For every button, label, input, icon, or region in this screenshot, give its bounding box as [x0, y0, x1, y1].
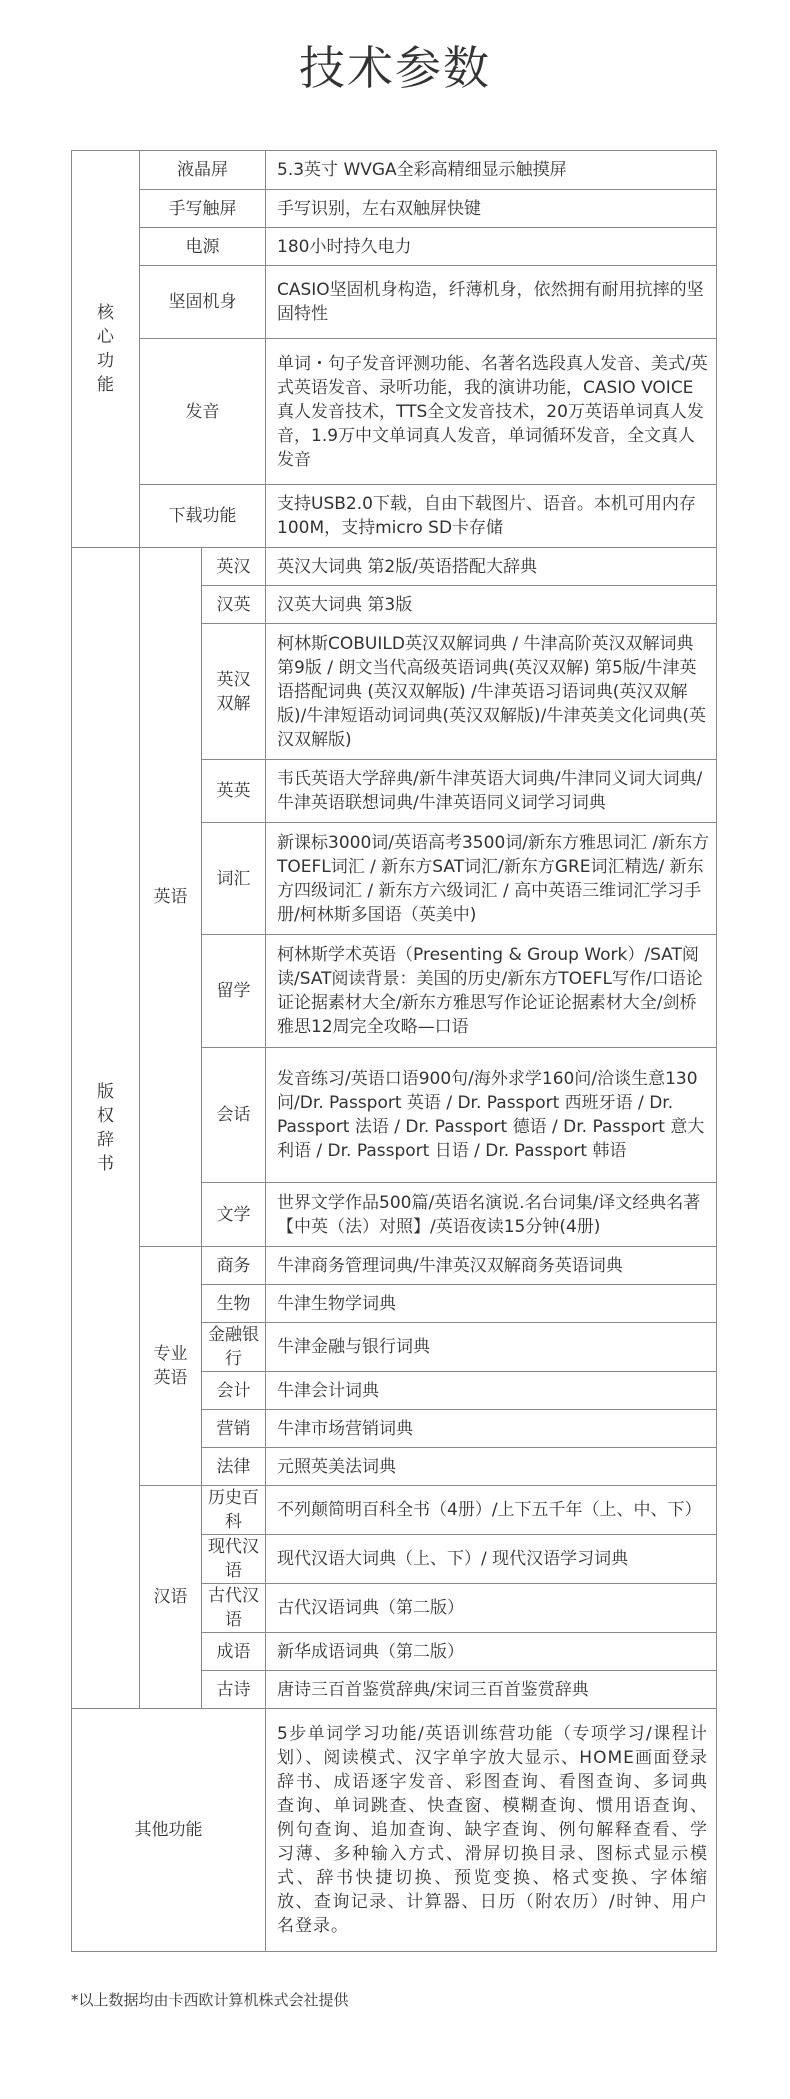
row-label: 发音 — [140, 339, 266, 485]
row-label: 成语 — [202, 1633, 266, 1671]
row-label: 文学 — [202, 1183, 266, 1247]
row-label: 词汇 — [202, 823, 266, 935]
category-other-label: 其他功能 — [72, 1709, 266, 1952]
row-value: 韦氏英语大学辞典/新牛津英语大词典/牛津同义词大词典/牛津英语联想词典/牛津英语同义词学习词典 — [266, 760, 717, 823]
row-value: 牛津商务管理词典/牛津英汉双解商务英语词典 — [266, 1247, 717, 1285]
row-value: 牛津市场营销词典 — [266, 1410, 717, 1448]
row-label: 金融银行 — [202, 1323, 266, 1372]
row-value: 单词・句子发音评测功能、名著名选段真人发音、美式/英式英语发音、录听功能，我的演讲功能，CASIO VOICE真人发音技术，TTS全文发音技术，20万英语单词真人发音，1.9万中文单词真人发音，单词循环发音，全文真人发音 — [266, 339, 717, 485]
row-value: CASIO坚固机身构造，纤薄机身，依然拥有耐用抗摔的坚固特性 — [266, 266, 717, 339]
row-value: 英汉大词典 第2版/英语搭配大辞典 — [266, 548, 717, 586]
table-row — [72, 485, 717, 548]
row-value: 世界文学作品500篇/英语名演说.名台词集/译文经典名著【中英（法）对照】/英语夜读15分钟(4册) — [266, 1183, 717, 1247]
table-row — [72, 339, 717, 485]
footnote: *以上数据均由卡西欧计算机株式会社提供 — [71, 1991, 349, 2009]
row-value: 新课标3000词/英语高考3500词/新东方雅思词汇 /新东方TOEFL词汇 / 新东方SAT词汇/新东方GRE词汇精选/ 新东方四级词汇 / 新东方六级词汇 / 高中英语三维词汇学习手册/柯林斯多国语（英美中) — [266, 823, 717, 935]
row-value: 180小时持久电力 — [266, 228, 717, 266]
row-value: 5.3英寸 WVGA全彩高精细显示触摸屏 — [266, 151, 717, 190]
row-label: 商务 — [202, 1247, 266, 1285]
row-label: 古代汉语 — [202, 1584, 266, 1633]
row-label: 英汉 双解 — [202, 624, 266, 760]
row-label: 现代汉语 — [202, 1535, 266, 1584]
row-label: 古诗 — [202, 1671, 266, 1709]
row-value: 唐诗三百首鉴赏辞典/宋词三百首鉴赏辞典 — [266, 1671, 717, 1709]
row-label: 生物 — [202, 1285, 266, 1323]
table-row — [72, 1486, 717, 1535]
row-label: 手写触屏 — [140, 190, 266, 228]
row-label: 英汉 — [202, 548, 266, 586]
row-label: 会计 — [202, 1372, 266, 1410]
row-label: 下载功能 — [140, 485, 266, 548]
group-chinese-label: 汉语 — [140, 1486, 202, 1709]
table-row — [72, 151, 717, 190]
row-label: 汉英 — [202, 586, 266, 624]
table-row — [72, 1247, 717, 1285]
group-professional-label: 专业 英语 — [140, 1247, 202, 1486]
row-value: 发音练习/英语口语900句/海外求学160问/洽谈生意130问/Dr. Passport 英语 / Dr. Passport 西班牙语 / Dr. Passport 法语 / Dr. Passport 德语 / Dr. Passport 意大利语 / Dr. Passport 日语 / Dr. Passport 韩语 — [266, 1048, 717, 1183]
row-value: 柯林斯学术英语（Presenting & Group Work）/SAT阅读/SAT阅读背景：美国的历史/新东方TOEFL写作/口语论证论据素材大全/新东方雅思写作论证论据素材大全/剑桥雅思12周完全攻略—口语 — [266, 935, 717, 1048]
row-label: 坚固机身 — [140, 266, 266, 339]
row-value: 古代汉语词典（第二版） — [266, 1584, 717, 1633]
row-value: 牛津生物学词典 — [266, 1285, 717, 1323]
spec-table — [71, 150, 717, 1952]
table-row — [72, 266, 717, 339]
category-core-label: 核 心 功 能 — [72, 151, 140, 548]
row-value: 手写识别，左右双触屏快键 — [266, 190, 717, 228]
row-value: 牛津会计词典 — [266, 1372, 717, 1410]
row-value: 汉英大词典 第3版 — [266, 586, 717, 624]
category-dict-label: 版 权 辞 书 — [72, 548, 140, 1709]
row-label: 电源 — [140, 228, 266, 266]
row-label: 营销 — [202, 1410, 266, 1448]
row-value: 元照英美法词典 — [266, 1448, 717, 1486]
group-english-label: 英语 — [140, 548, 202, 1247]
table-row — [72, 190, 717, 228]
row-label: 留学 — [202, 935, 266, 1048]
row-value: 不列颠简明百科全书（4册）/上下五千年（上、中、下） — [266, 1486, 717, 1535]
page-title: 技术参数 — [299, 41, 491, 95]
row-label: 会话 — [202, 1048, 266, 1183]
row-label: 液晶屏 — [140, 151, 266, 190]
table-row — [72, 548, 717, 586]
row-value: 牛津金融与银行词典 — [266, 1323, 717, 1372]
row-value: 柯林斯COBUILD英汉双解词典 / 牛津高阶英汉双解词典 第9版 / 朗文当代高级英语词典(英汉双解) 第5版/牛津英语搭配词典 (英汉双解版) /牛津英语习语词典(英汉双解版)/牛津短语动词词典(英汉双解版)/牛津英美文化词典(英汉双解版) — [266, 624, 717, 760]
row-value: 5步单词学习功能/英语训练营功能（专项学习/课程计划）、阅读模式、汉字单字放大显示、HOME画面登录辞书、成语逐字发音、彩图查询、看图查询、多词典查询、单词跳查、快查窗、模糊查询、惯用语查询、例句查询、追加查询、缺字查询、例句解释查看、学习薄、多种输入方式、滑屏切换目录、图标式显示模式、辞书快捷切换、预览变换、格式变换、字体缩放、查询记录、计算器、日历（附农历）/时钟、用户名登录。 — [266, 1709, 717, 1952]
row-label: 英英 — [202, 760, 266, 823]
table-row — [72, 1709, 717, 1952]
row-label: 历史百科 — [202, 1486, 266, 1535]
row-value: 现代汉语大词典（上、下）/ 现代汉语学习词典 — [266, 1535, 717, 1584]
row-label: 法律 — [202, 1448, 266, 1486]
row-value: 支持USB2.0下载，自由下载图片、语音。本机可用内存100M，支持micro SD卡存储 — [266, 485, 717, 548]
row-value: 新华成语词典（第二版） — [266, 1633, 717, 1671]
table-row — [72, 228, 717, 266]
